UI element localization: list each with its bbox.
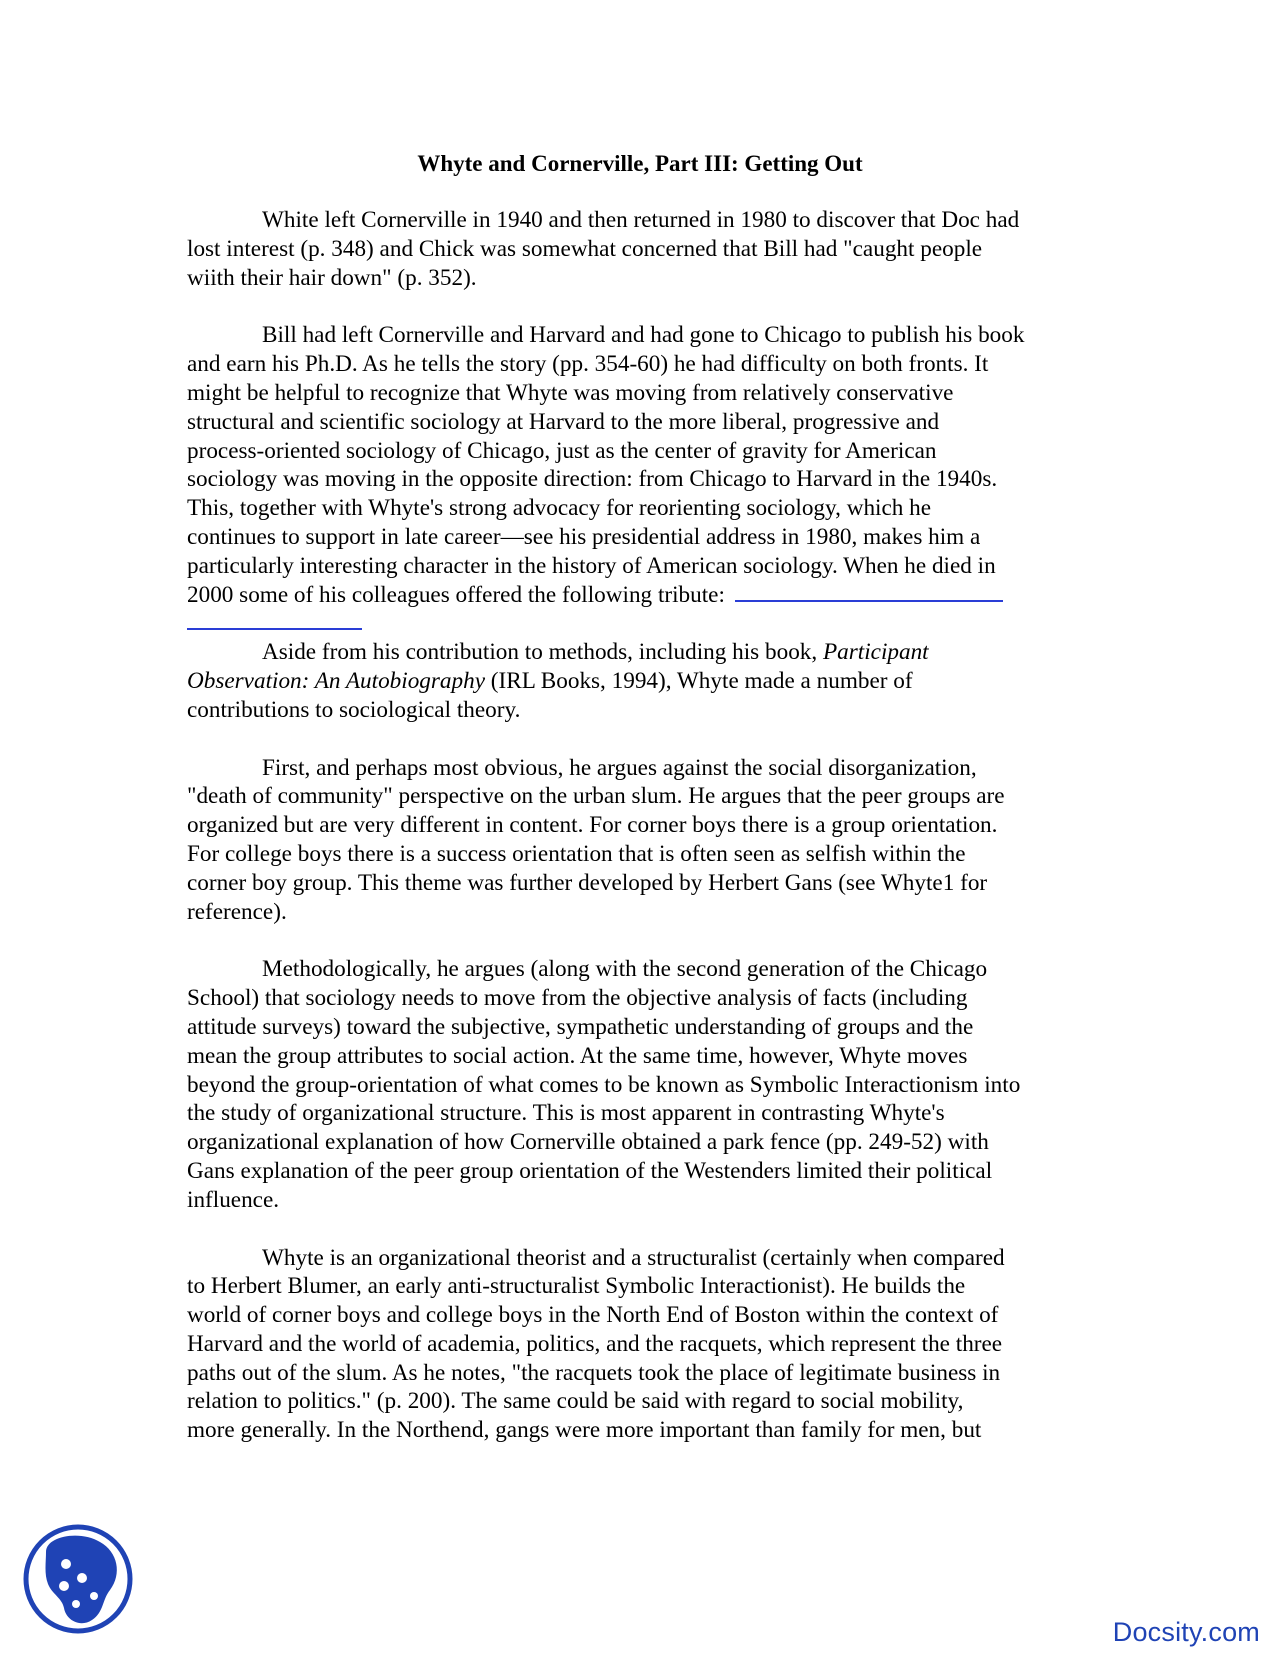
logo-dot — [77, 1573, 87, 1583]
text-line: paths out of the slum. As he notes, "the racquets took the place of legitimate business in — [187, 1359, 1001, 1386]
text-line: lost interest (p. 348) and Chick was somewhat concerned that Bill had "caught people — [187, 235, 983, 262]
docsity-watermark[interactable]: Docsity.com — [1112, 1617, 1260, 1647]
page-title: Whyte and Cornerville, Part III: Getting Out — [417, 151, 863, 176]
text-line: Harvard and the world of academia, politics, and the racquets, which represent the three — [187, 1330, 1003, 1357]
text-line: For college boys there is a success orientation that is often seen as selfish within the — [187, 840, 966, 867]
text-line: influence. — [187, 1186, 280, 1213]
text-line: Whyte is an organizational theorist and a structuralist (certainly when compared — [262, 1244, 1005, 1271]
tribute-link-underline-2[interactable] — [187, 627, 362, 630]
book-title-italic: Observation: An Autobiography — [187, 667, 485, 694]
text-line: mean the group attributes to social action. At the same time, however, Whyte moves — [187, 1042, 968, 1069]
tribute-line — [187, 581, 1087, 610]
text-line: relation to politics." (p. 200). The same could be said with regard to social mobility, — [187, 1388, 964, 1415]
text-line: organized but are very different in content. For corner boys there is a group orientation. — [187, 812, 998, 839]
document-body — [187, 206, 1087, 1474]
text-line: and earn his Ph.D. As he tells the story (pp. 354-60) he had difficulty on both fronts. It — [187, 351, 989, 378]
text-line: sociology was moving in the opposite direction: from Chicago to Harvard in the 1940s. — [187, 466, 998, 493]
docsity-logo-svg — [22, 1512, 134, 1646]
book-title-italic: Participant — [822, 639, 929, 666]
text-line — [187, 667, 1087, 696]
text-line: corner boy group. This theme was further developed by Herbert Gans (see Whyte1 for — [187, 869, 988, 896]
text-line: Gans explanation of the peer group orientation of the Westenders limited their political — [187, 1157, 993, 1184]
text-segment: Aside from his contribution to methods, including his book, — [262, 639, 818, 666]
text-line: to Herbert Blumer, an early anti-structuralist Symbolic Interactionist). He builds the — [187, 1273, 966, 1300]
text-line: First, and perhaps most obvious, he argues against the social disorganization, — [262, 754, 977, 781]
tribute-link-underline[interactable] — [735, 599, 1003, 602]
text-line: This, together with Whyte's strong advocacy for reorienting sociology, which he — [187, 495, 932, 522]
docsity-logo-icon[interactable] — [22, 1512, 134, 1646]
logo-dot — [59, 1581, 69, 1591]
text-line: "death of community" perspective on the urban slum. He argues that the peer groups are — [187, 783, 1005, 810]
paragraph-chicago — [187, 321, 1087, 638]
paragraph-methods — [187, 638, 1087, 724]
text-line: world of corner boys and college boys in the North End of Boston within the context of — [187, 1302, 999, 1329]
paragraph-methodology — [187, 955, 1087, 1214]
text-line: the study of organizational structure. This is most apparent in contrasting Whyte's — [187, 1100, 945, 1127]
paragraph-structuralist — [187, 1244, 1087, 1446]
text-line: organizational explanation of how Cornerville obtained a park fence (pp. 249-52) with — [187, 1129, 989, 1156]
text-line: continues to support in late career—see his presidential address in 1980, makes him a — [187, 523, 981, 550]
text-line: contributions to sociological theory. — [187, 696, 521, 723]
tribute-link-continuation — [187, 609, 1087, 638]
paragraph-disorganization — [187, 754, 1087, 927]
text-line: process-oriented sociology of Chicago, just as the center of gravity for American — [187, 437, 937, 464]
logo-dot — [90, 1592, 98, 1600]
paragraph-return — [187, 206, 1087, 292]
tribute-text: 2000 some of his colleagues offered the following tribute: — [187, 581, 725, 608]
text-line: Methodologically, he argues (along with the second generation of the Chicago — [262, 956, 988, 983]
text-line: White left Cornerville in 1940 and then returned in 1980 to discover that Doc had — [262, 207, 1020, 233]
text-line: structural and scientific sociology at Harvard to the more liberal, progressive and — [187, 408, 940, 435]
logo-dot — [61, 1559, 71, 1569]
text-line: attitude surveys) toward the subjective, sympathetic understanding of groups and the — [187, 1013, 974, 1040]
text-line: reference). — [187, 898, 287, 925]
text-line: more generally. In the Northend, gangs were more important than family for men, but — [187, 1417, 982, 1444]
text-line: School) that sociology needs to move from the objective analysis of facts (including — [187, 985, 968, 1012]
text-line: Bill had left Cornerville and Harvard and had gone to Chicago to publish his book — [262, 322, 1025, 349]
text-line — [187, 638, 1087, 667]
text-line: wiith their hair down" (p. 352). — [187, 264, 477, 291]
text-line: particularly interesting character in the history of American sociology. When he died in — [187, 552, 996, 579]
logo-dot — [72, 1600, 80, 1608]
text-segment: (IRL Books, 1994), Whyte made a number of — [490, 667, 913, 694]
text-line: might be helpful to recognize that Whyte was moving from relatively conservative — [187, 379, 954, 406]
text-line: beyond the group-orientation of what comes to be known as Symbolic Interactionism into — [187, 1071, 1021, 1098]
